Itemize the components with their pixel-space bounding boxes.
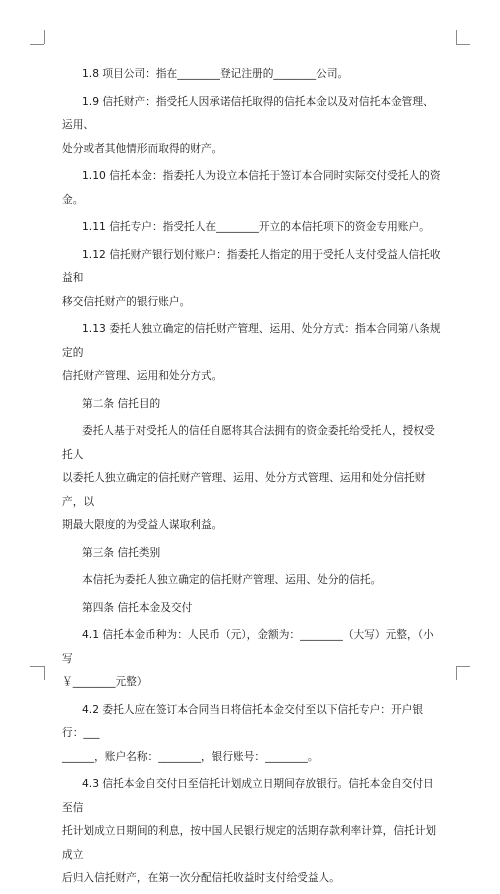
- article-3-heading: 第三条 信托类别: [82, 545, 161, 559]
- clause-4-3: [62, 772, 442, 890]
- text-line: 后归入信托财产，在第一次分配信托收益时支付给受益人。: [62, 871, 340, 884]
- document-body: [62, 62, 442, 894]
- text-line: 4.1 信托本金币种为：人民币（元），金额为：________（大写）元整，（小写: [62, 628, 434, 665]
- text-line: 4.3 信托本金自交付日至信托计划成立日期间存放银行。信托本金自交付日至信: [62, 777, 434, 814]
- crop-mark-top-left-v: [44, 30, 45, 44]
- clause-1-8: [62, 62, 442, 86]
- text-line: 托计划成立日期间的利息，按中国人民银行规定的活期存款利率计算，信托计划成立: [62, 824, 437, 861]
- text-line: 1.12 信托财产银行划付账户：指委托人指定的用于受托人支付受益人信托收益和: [62, 247, 441, 284]
- clause-1-11: [62, 215, 442, 239]
- clause-1-12: [62, 243, 442, 314]
- text-line: 1.8 项目公司：指在________登记注册的________公司。: [82, 67, 349, 80]
- text-line: 本信托为委托人独立确定的信托财产管理、运用、处分的信托。: [82, 573, 382, 586]
- clause-4-1: [62, 623, 442, 694]
- article-4-heading: 第四条 信托本金及交付: [82, 600, 193, 614]
- crop-mark-bottom-left-h: [30, 666, 44, 667]
- crop-mark-top-left-h: [30, 44, 44, 45]
- text-line: ______，账户名称：________，银行账号：________。: [62, 749, 319, 763]
- crop-mark-bottom-right-h: [456, 666, 470, 667]
- text-line: 1.11 信托专户：指受托人在________开立的本信托项下的资金专用账户。: [82, 220, 430, 233]
- text-line: 1.9 信托财产：指受托人因承诺信托取得的信托本金以及对信托本金管理、运用、: [62, 94, 434, 131]
- text-line: 信托财产管理、运用和处分方式。: [62, 369, 223, 382]
- text-line: 委托人基于对受托人的信任自愿将其合法拥有的资金委托给受托人，授权受托人: [62, 424, 435, 461]
- clause-1-13: [62, 317, 442, 388]
- clause-1-9: [62, 90, 442, 161]
- crop-mark-top-right-h: [456, 44, 470, 45]
- text-line: 处分或者其他情形而取得的财产。: [62, 141, 223, 155]
- clause-1-10: [62, 164, 442, 211]
- text-line: 1.13 委托人独立确定的信托财产管理、运用、处分方式：指本合同第八条规定的: [62, 322, 441, 359]
- article-2-heading: 第二条 信托目的: [82, 396, 161, 410]
- text-line: 1.10 信托本金：指委托人为设立本信托于签订本合同时实际交付受托人的资金。: [62, 169, 441, 206]
- crop-mark-bottom-left-v: [44, 666, 45, 680]
- crop-mark-top-right-v: [456, 30, 457, 44]
- article-3-body: [62, 568, 442, 592]
- text-line: 4.2 委托人应在签订本合同当日将信托本金交付至以下信托专户：开户银行：___: [62, 702, 424, 739]
- crop-mark-bottom-right-v: [456, 666, 457, 680]
- text-line: 期最大限度的为受益人谋取利益。: [62, 518, 223, 531]
- text-line: 以委托人独立确定的信托财产管理、运用、处分方式管理、运用和处分信托财产，以: [62, 471, 426, 508]
- clause-4-2: [62, 698, 442, 769]
- article-2-body: [62, 419, 442, 537]
- text-line: ￥________元整）: [62, 675, 148, 688]
- text-line: 移交信托财产的银行账户。: [62, 294, 191, 308]
